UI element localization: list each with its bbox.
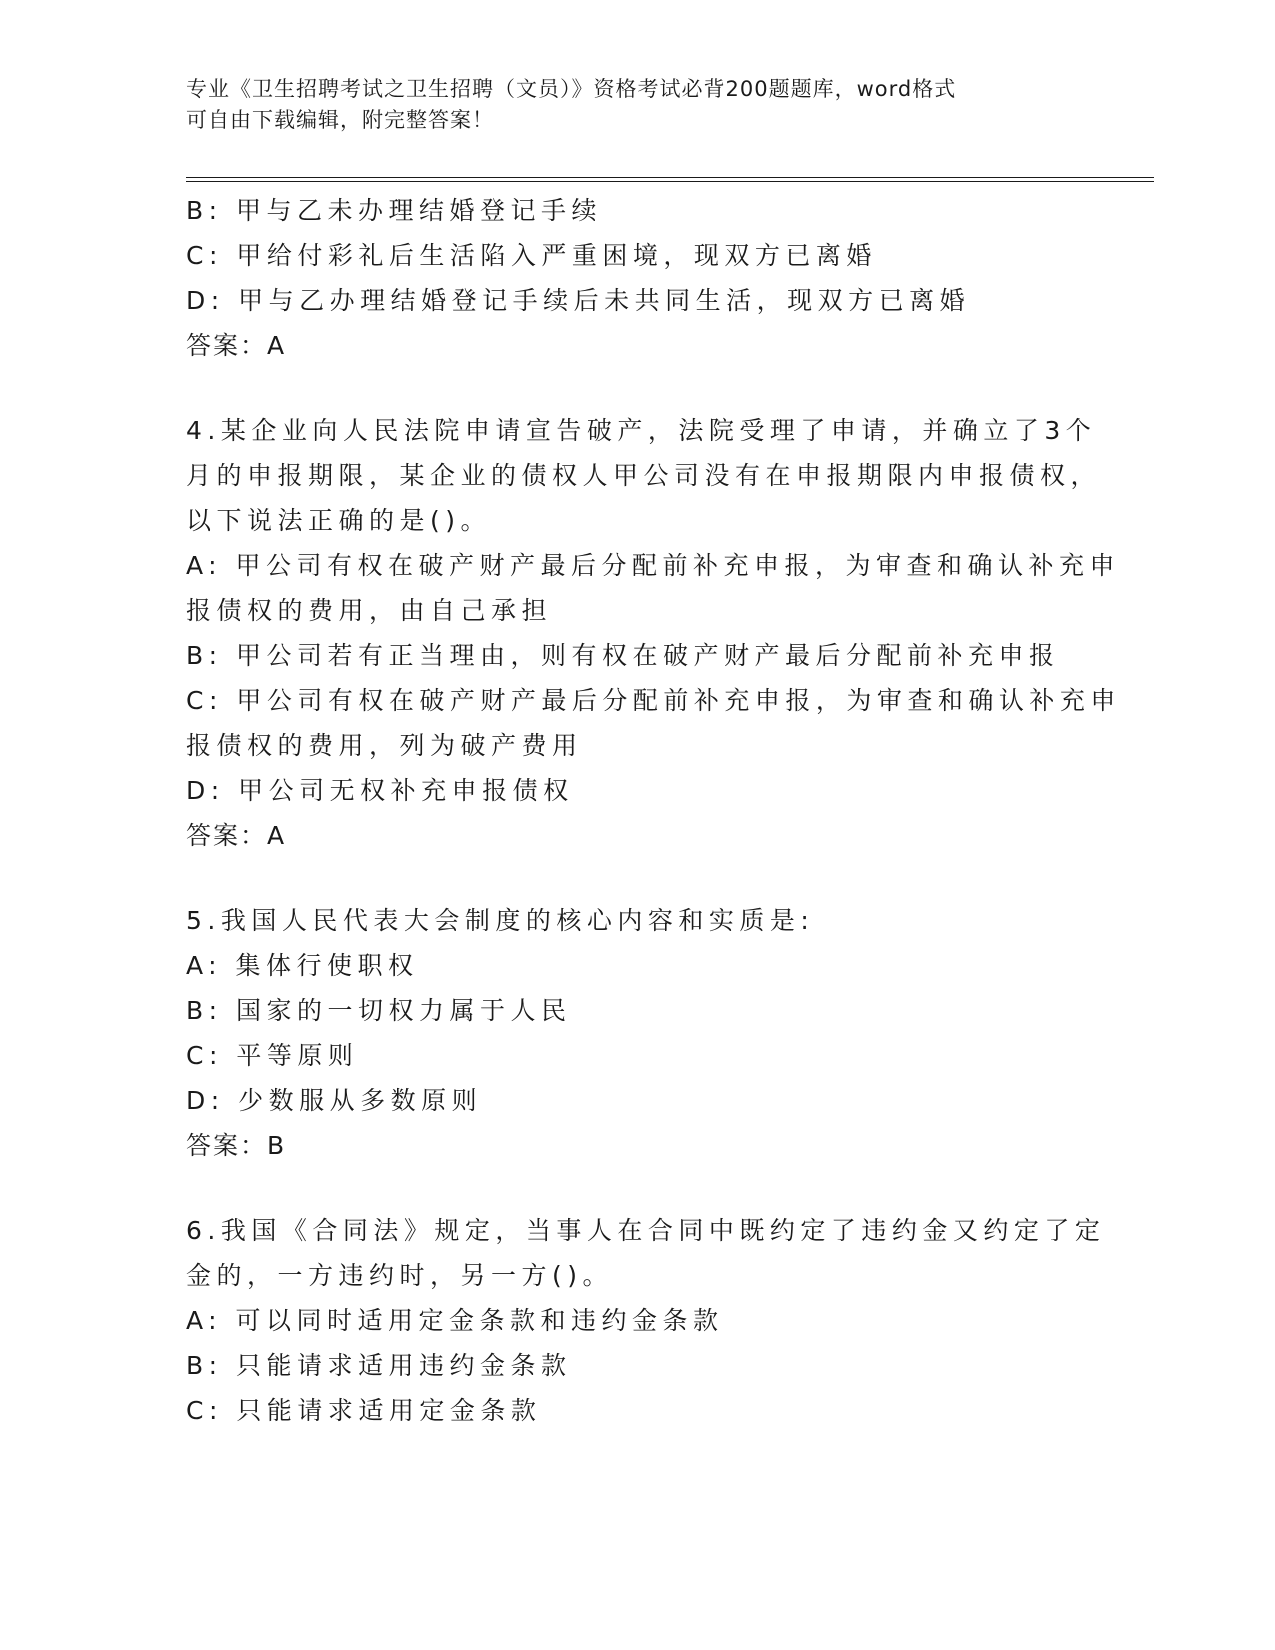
spacer [186, 1168, 1146, 1208]
q3-answer: 答案：A [186, 331, 287, 360]
q4-option-a-line-2: 报债权的费用，由自己承担 [186, 596, 553, 625]
q3-option-c: C: 甲给付彩礼后生活陷入严重困境，现双方已离婚 [186, 241, 877, 270]
q5-option-b: B: 国家的一切权力属于人民 [186, 996, 572, 1025]
q3-option-d: D: 甲与乙办理结婚登记手续后未共同生活，现双方已离婚 [186, 286, 971, 315]
spacer [186, 858, 1146, 898]
q6-option-b: B: 只能请求适用违约金条款 [186, 1351, 572, 1380]
q4-option-c-line-1: C: 甲公司有权在破产财产最后分配前补充申报，为审查和确认补充申 [186, 686, 1121, 715]
header-title-line-1: 专业《卫生招聘考试之卫生招聘（文员）》资格考试必背200题题库，word格式 [186, 77, 957, 101]
q4-option-b: B: 甲公司若有正当理由，则有权在破产财产最后分配前补充申报 [186, 641, 1060, 670]
q6-option-a: A: 可以同时适用定金条款和违约金条款 [186, 1306, 724, 1335]
q4-stem-line-1: 4.某企业向人民法院申请宣告破产，法院受理了申请，并确立了3个 [186, 416, 1097, 445]
question-6 [186, 1208, 1146, 1433]
question-4 [186, 408, 1146, 858]
q5-option-a: A: 集体行使职权 [186, 951, 419, 980]
header-divider-bottom [186, 181, 1154, 182]
q4-stem-line-3: 以下说法正确的是()。 [186, 506, 492, 535]
q5-option-d: D: 少数服从多数原则 [186, 1086, 483, 1115]
q5-option-c: C: 平等原则 [186, 1041, 359, 1070]
q6-option-c: C: 只能请求适用定金条款 [186, 1396, 542, 1425]
q4-option-a-line-1: A: 甲公司有权在破产财产最后分配前补充申报，为审查和确认补充申 [186, 551, 1121, 580]
q4-answer: 答案：A [186, 821, 287, 850]
question-list [186, 188, 1146, 1433]
spacer [186, 368, 1146, 408]
q4-option-c-line-2: 报债权的费用，列为破产费用 [186, 731, 583, 760]
header-title-line-2: 可自由下载编辑，附完整答案！ [186, 108, 494, 132]
q4-option-d: D: 甲公司无权补充申报债权 [186, 776, 574, 805]
question-5 [186, 898, 1146, 1168]
page-header [186, 74, 1066, 136]
q6-stem-line-2: 金的，一方违约时，另一方()。 [186, 1261, 614, 1290]
q6-stem-line-1: 6.我国《合同法》规定，当事人在合同中既约定了违约金又约定了定 [186, 1216, 1106, 1245]
q5-stem: 5.我国人民代表大会制度的核心内容和实质是: [186, 906, 815, 935]
q3-option-b: B: 甲与乙未办理结婚登记手续 [186, 196, 603, 225]
question-3 [186, 188, 1146, 368]
header-divider-top [186, 177, 1154, 178]
q4-stem-line-2: 月的申报期限，某企业的债权人甲公司没有在申报期限内申报债权， [186, 461, 1102, 490]
q5-answer: 答案：B [186, 1131, 287, 1160]
